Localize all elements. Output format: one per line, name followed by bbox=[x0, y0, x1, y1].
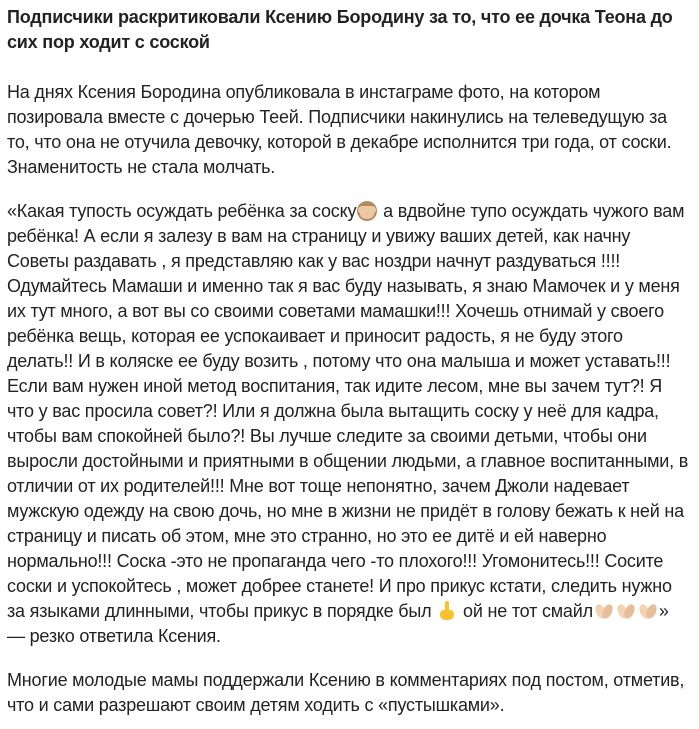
article-lead-paragraph: На днях Ксения Бородина опубликовала в инстаграме фото, на котором позировала вместе с дочерью Теей. Подписчики накинулись на телеведущую за то, что она не отучила девочку, которой в декабре исполнится три года, от соски. Знаменитость не стала молчать. bbox=[7, 82, 672, 177]
article-headline: Подписчики раскритиковали Ксению Бородину за то, что ее дочка Теона до сих пор ходит с соской bbox=[7, 7, 673, 52]
quote-text-main: а вдвойне тупо осуждать чужого вам ребёнка! А если я залезу в вам на страницу и увижу ваших детей, как начну Советы раздавать , я представляю как у вас ноздри начнут раздуваться !!!! Одумайтесь Мамаши и именно так я вас буду называть, я знаю Мамочек и у меня их тут много, а вот вы со своими советами мамашки!!! Хочешь отнимай у своего ребёнка вещь, которая ее успокаивает и приносит радость, я не буду этого делать!! И в коляске ее буду возить , потому что она малыша и может уставать!!! Если вам нужен иной метод воспитания, так идите лесом, мне вы зачем тут?! Я что у вас просила совет?! Или я должна была вытащить соску у неё для кадра, чтобы вам спокойней было?! Вы лучше следите за своими детьми, чтобы они выросли достойными и приятными в общении людьми, а главное воспитанными, в отличии от их родителей!!! Мне вот тоще непонятно, зачем Джоли надевает мужскую одежду на свою дочь, но мне в жизни не придёт в голову бежать к ней на страницу и писать об этом, мне это странно, но это ее дитё и ей наверно нормально!!! Соска -это не пропаганда чего -то плохого!!! Угомонитесь!!! Сосите соски и успокойтесь , может добрее станете! И про прикус кстати, следить нужно за языками длинными, чтобы прикус в порядке был bbox=[7, 201, 689, 621]
clapping-hands-icon bbox=[594, 601, 614, 621]
middle-finger-icon bbox=[437, 601, 457, 621]
article-closing-paragraph: Многие молодые мамы поддержали Ксению в комментариях под постом, отметив, что и сами разрешают своим детям ходить с «пустышками». bbox=[7, 670, 685, 715]
clapping-hands-icon bbox=[616, 601, 636, 621]
see-no-evil-monkey-icon bbox=[357, 201, 377, 221]
quote-text-after-finger: ой не тот смайл bbox=[458, 601, 593, 621]
clapping-hands-icon bbox=[638, 601, 658, 621]
article-quote-paragraph bbox=[7, 199, 689, 649]
quote-text-before-monkey: «Какая тупость осуждать ребёнка за соску bbox=[7, 201, 357, 221]
quote-attribution: » — резко ответила Ксения. bbox=[7, 601, 669, 646]
